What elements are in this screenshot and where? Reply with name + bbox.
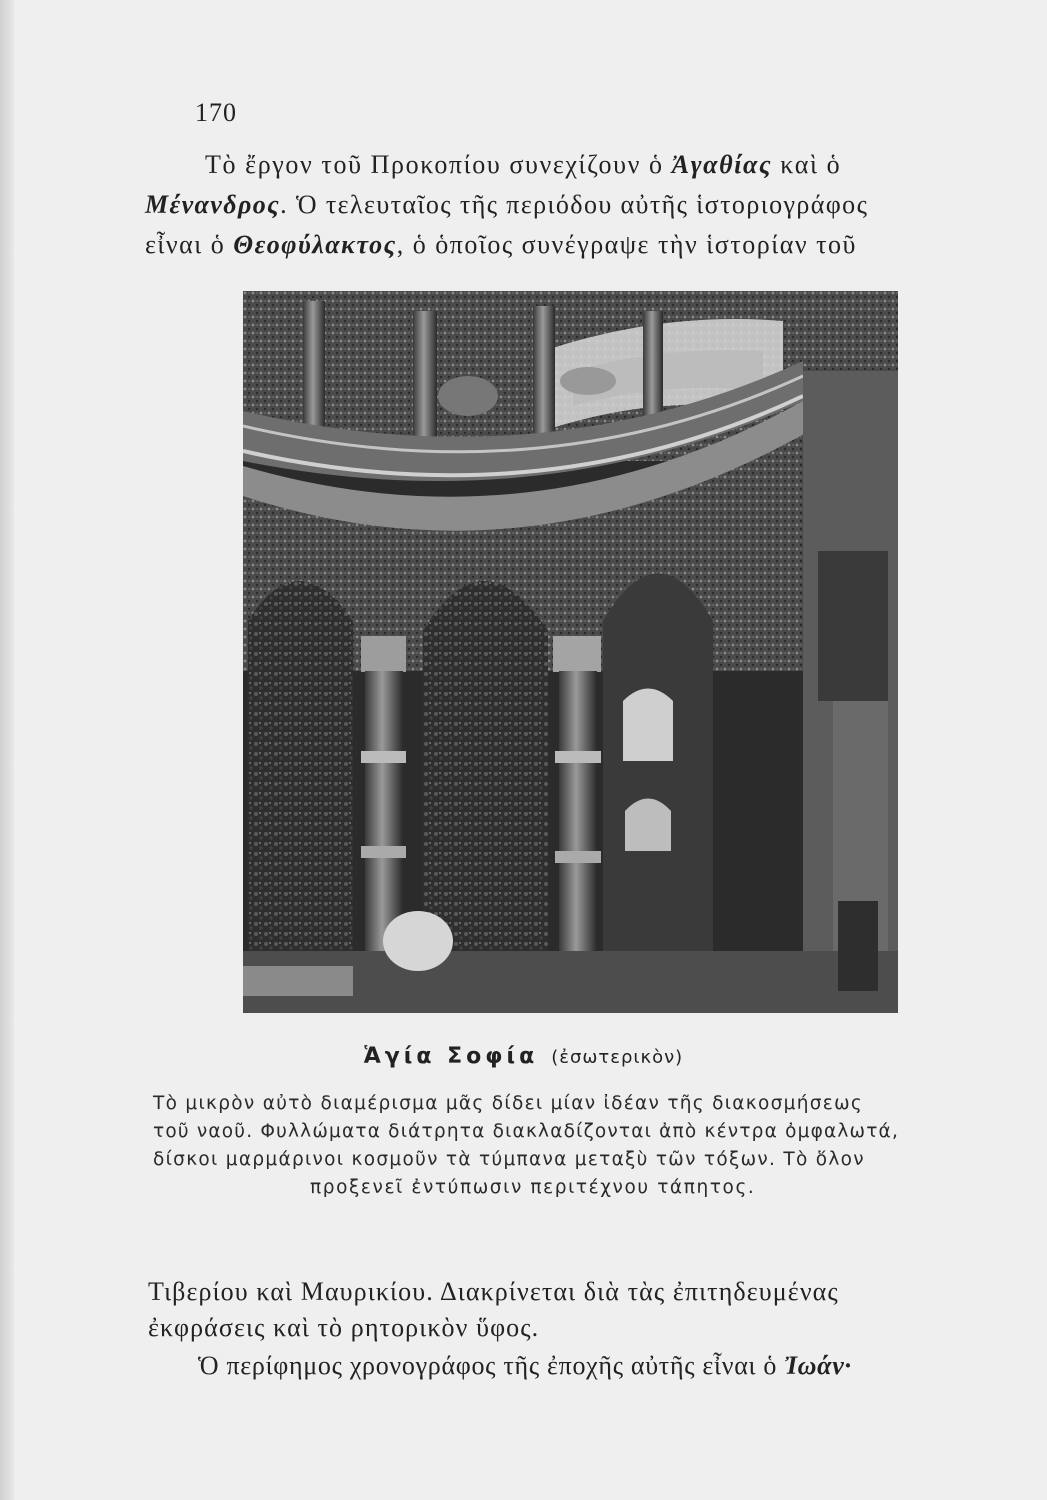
figure-subtitle: (ἐσωτερικὸν)	[551, 1047, 684, 1068]
page-edge-shadow	[0, 0, 14, 1500]
photo-illustration	[243, 291, 898, 1013]
caption-line-4: προξενεῖ ἐντύπωσιν περιτέχνου τάπητος.	[310, 1177, 756, 1198]
top-paragraph	[145, 150, 1015, 270]
caption-line-2: τοῦ ναοῦ. Φυλλώματα διάτρητα διακλαδίζονται ἀπὸ κέντρα ὀμφαλωτά,	[153, 1121, 900, 1142]
hagia-sophia-interior-photo	[243, 291, 898, 1013]
author-theophylaktos: Θεοφύλακτος	[233, 230, 397, 259]
top-paragraph-line-1	[205, 150, 841, 180]
caption-line-1: Τὸ μικρὸν αὐτὸ διαμέρισμα μᾶς δίδει μίαν ἰδέαν τῆς διακοσμήσεως	[153, 1093, 864, 1114]
page-number: 170	[195, 98, 237, 127]
figure-title: Ἁγία Σοφία	[363, 1044, 539, 1069]
text-span: , ὁ ὁποῖος συνέγραψε τὴν ἱστορίαν τοῦ	[396, 230, 857, 259]
bottom-paragraph-line-2: ἐκφράσεις καὶ τὸ ρητορικὸν ὕφος.	[148, 1313, 540, 1342]
author-ioannes: Ἰωάν·	[784, 1351, 852, 1380]
text-span: Τὸ ἔργον τοῦ Προκοπίου συνεχίζουν ὁ	[205, 150, 672, 179]
author-agathias: Ἀγαθίας	[671, 150, 773, 179]
caption-line-3: δίσκοι μαρμάρινοι κοσμοῦν τὰ τύμπανα μεταξὺ τῶν τόξων. Τὸ ὅλον	[153, 1149, 865, 1170]
bottom-paragraph-line-3	[198, 1351, 852, 1381]
bottom-paragraph-line-1: Τιβερίου καὶ Μαυρικίου. Διακρίνεται διὰ τὰς ἐπιτηδευμένας	[148, 1277, 839, 1306]
figure-caption-title	[0, 1044, 1047, 1069]
text-span: . Ὁ τελευταῖος τῆς περιόδου αὐτῆς ἱστοριογράφος	[280, 190, 869, 219]
text-span: καὶ ὁ	[772, 150, 842, 179]
text-span: Ὁ περίφημος χρονογράφος τῆς ἐποχῆς αὐτῆς εἶναι ὁ	[198, 1351, 785, 1380]
top-paragraph-line-2	[145, 190, 868, 220]
top-paragraph-line-3	[145, 230, 857, 260]
author-menandros: Μένανδρος	[145, 190, 281, 219]
text-span: εἶναι ὁ	[145, 230, 234, 259]
